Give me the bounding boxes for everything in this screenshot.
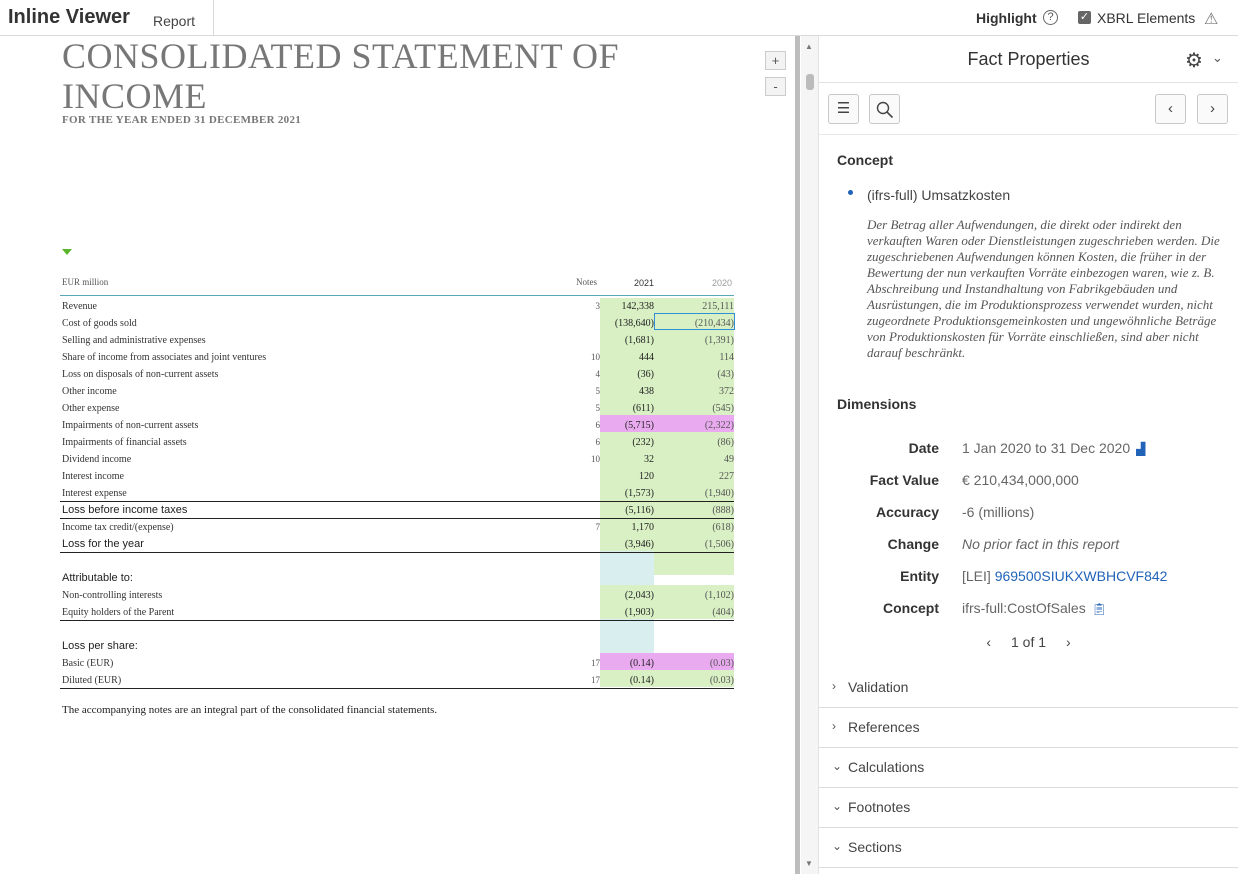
fact-2020[interactable]: (1,940) xyxy=(704,488,734,499)
row-label: Impairments of non-current assets xyxy=(62,420,199,431)
fact-2020[interactable]: 114 xyxy=(719,352,734,363)
fact-2021[interactable]: 120 xyxy=(639,471,654,482)
concept-name: (ifrs-full) Umsatzkosten xyxy=(867,187,1011,203)
pager-next-icon[interactable]: › xyxy=(1066,634,1071,650)
fact-2020[interactable]: 49 xyxy=(724,454,734,465)
table-row xyxy=(60,298,734,315)
chevron-right-icon: › xyxy=(832,679,836,693)
fact-2020[interactable]: (1,102) xyxy=(704,590,734,601)
panel-splitter[interactable] xyxy=(795,36,800,874)
chevron-down-icon: ⌄ xyxy=(832,759,843,773)
fact-2021[interactable]: (0.14) xyxy=(629,675,654,686)
fact-2020[interactable]: (0.03) xyxy=(709,675,734,686)
bullet-icon xyxy=(848,190,853,195)
statement-title xyxy=(62,36,662,116)
concept-value: ifrs-full:CostOfSales xyxy=(962,600,1086,616)
table-header-label: EUR million xyxy=(62,277,109,287)
table-row xyxy=(60,349,734,366)
panel-divider xyxy=(819,82,1238,83)
table-row xyxy=(60,570,734,587)
row-label: Loss before income taxes xyxy=(62,504,188,516)
row-label: Attributable to: xyxy=(62,572,133,584)
table-row xyxy=(60,434,734,451)
xbrl-elements-label[interactable]: XBRL Elements xyxy=(1097,10,1196,26)
fact-value: € 210,434,000,000 xyxy=(962,472,1079,488)
chevron-down-icon: ⌄ xyxy=(832,799,843,813)
fact-2020[interactable]: (0.03) xyxy=(709,658,734,669)
fact-2020[interactable]: (1,506) xyxy=(704,539,734,550)
clipboard-icon[interactable]: 📋︎ xyxy=(1091,602,1107,616)
fact-2020[interactable]: (86) xyxy=(717,437,734,448)
row-label: Dividend income xyxy=(62,454,132,465)
zoom-out-button[interactable]: - xyxy=(765,77,786,96)
row-note: 5 xyxy=(595,386,600,396)
fact-2020[interactable]: (210,434) xyxy=(694,318,734,329)
fact-2021[interactable]: (5,715) xyxy=(624,420,654,431)
row-note: 4 xyxy=(595,369,600,379)
scroll-down-icon[interactable]: ▼ xyxy=(805,859,813,868)
search-icon[interactable] xyxy=(869,94,900,124)
fact-pager xyxy=(819,634,1238,650)
row-label: Interest income xyxy=(62,471,124,482)
expand-triangle-icon[interactable] xyxy=(62,249,72,255)
accuracy-value: -6 (millions) xyxy=(962,504,1035,520)
statement-title-line2: INCOME xyxy=(62,76,207,116)
fact-2021[interactable]: 438 xyxy=(639,386,654,397)
row-note: 10 xyxy=(591,352,600,362)
row-note: 3 xyxy=(595,301,600,311)
list-icon[interactable]: ☰ xyxy=(828,94,859,124)
table-row xyxy=(60,468,734,485)
fact-2021[interactable]: (2,043) xyxy=(624,590,654,601)
fact-2021[interactable]: 1,170 xyxy=(631,522,654,533)
chevron-down-icon[interactable]: ⌄ xyxy=(1212,50,1223,65)
row-note: 6 xyxy=(595,437,600,447)
fact-2020[interactable]: (888) xyxy=(712,505,734,516)
date-value: 1 Jan 2020 to 31 Dec 2020 xyxy=(962,440,1131,456)
accordion-title: Calculations xyxy=(848,759,925,775)
date-label: Date xyxy=(908,440,939,456)
fact-2021[interactable]: (1,681) xyxy=(624,335,654,346)
toolbar-divider xyxy=(819,134,1238,135)
row-note: 10 xyxy=(591,454,600,464)
highlight-label[interactable]: Highlight xyxy=(976,10,1037,26)
row-label: Income tax credit/(expense) xyxy=(62,522,174,533)
row-note: 17 xyxy=(591,658,600,668)
chevron-right-icon: › xyxy=(832,719,836,733)
change-value: No prior fact in this report xyxy=(962,536,1120,552)
pager-text: 1 of 1 xyxy=(1010,634,1047,650)
table-row xyxy=(60,383,734,400)
fact-2020[interactable]: 215,111 xyxy=(702,301,734,312)
accordion-title: References xyxy=(848,719,920,735)
fact-2021[interactable]: (1,903) xyxy=(624,607,654,618)
table-row xyxy=(60,638,734,655)
fact-2021[interactable]: (0.14) xyxy=(629,658,654,669)
row-label: Diluted (EUR) xyxy=(62,675,122,686)
row-label: Loss on disposals of non-current assets xyxy=(62,369,219,380)
panel-title: Fact Properties xyxy=(967,49,1090,69)
fact-2021[interactable]: (138,640) xyxy=(614,318,654,329)
row-note: 5 xyxy=(595,403,600,413)
row-label: Selling and administrative expenses xyxy=(62,335,206,346)
accordion-references[interactable] xyxy=(819,708,1238,748)
row-label: Non-controlling interests xyxy=(62,590,163,601)
row-label: Interest expense xyxy=(62,488,127,499)
statement-footnote: The accompanying notes are an integral part of the consolidated financial statements. xyxy=(62,704,438,716)
selected-fact-box[interactable] xyxy=(654,313,735,330)
pager-prev-icon[interactable]: ‹ xyxy=(986,634,991,650)
fact-2021[interactable]: (36) xyxy=(637,369,654,380)
fact-2020[interactable]: (43) xyxy=(717,369,734,380)
table-row xyxy=(60,536,734,553)
entity-link[interactable]: 969500SIUKXWBHCVF842 xyxy=(994,568,1168,584)
accordion-calculations[interactable] xyxy=(819,748,1238,788)
row-label: Loss for the year xyxy=(62,538,144,550)
dimensions-heading: Dimensions xyxy=(837,396,917,412)
chevron-down-icon: ⌄ xyxy=(832,839,843,853)
app-brand: Inline Viewer xyxy=(8,6,130,28)
accuracy-label: Accuracy xyxy=(875,504,939,520)
row-label: Impairments of financial assets xyxy=(62,437,187,448)
table-row xyxy=(60,604,734,621)
xbrl-elements-checkbox[interactable]: ✓ xyxy=(1079,11,1090,23)
accordion-footnotes[interactable] xyxy=(819,788,1238,828)
scroll-up-icon[interactable]: ▲ xyxy=(805,42,813,51)
scroll-thumb[interactable] xyxy=(806,74,814,90)
chart-icon[interactable]: ▟ xyxy=(1136,442,1146,456)
header-rule xyxy=(60,295,734,296)
concept-description: Der Betrag aller Aufwendungen, die direkt oder indirekt den verkauften Waren oder Dienstleistungen zugeschrieben werden. Die zugeschriebenen Aufwendungen können Kosten, die früher in der Bewertung der nun verkauften Vorräte einbezogen waren, wie z. B. Abschreibung und Instandhaltung von Fabrikgebäuden und Ausrüstungen, die im Produktionsprozess verwendet wurden, nicht zugeordnete Produktionsgemeinkosten und ungewöhnliche Beträge von Produktionskosten für Vorräte einschließen, sind aber nicht darauf beschränkt. xyxy=(867,217,1220,360)
fact-2020[interactable]: (1,391) xyxy=(704,335,734,346)
table-row xyxy=(60,672,734,689)
entity-label: Entity xyxy=(900,568,939,584)
concept-row xyxy=(962,600,1107,616)
previous-fact-button[interactable]: ‹ xyxy=(1155,94,1186,124)
statement-title-line1: CONSOLIDATED STATEMENT OF xyxy=(62,36,619,76)
fact-2020[interactable]: 227 xyxy=(719,471,734,482)
fact-2021[interactable]: (1,573) xyxy=(624,488,654,499)
fact-value-label: Fact Value xyxy=(869,472,939,488)
fact-2021[interactable]: (3,946) xyxy=(624,539,654,550)
fact-2021[interactable]: (5,116) xyxy=(625,505,654,516)
accordion-title: Validation xyxy=(848,679,909,695)
warning-icon[interactable]: ⚠ xyxy=(1204,11,1219,28)
gear-icon[interactable]: ⚙ xyxy=(1185,50,1203,72)
fact-properties-panel xyxy=(819,36,1238,874)
entity-prefix: [LEI] xyxy=(962,568,991,584)
document-scrollbar[interactable] xyxy=(801,36,819,874)
table-row xyxy=(60,655,734,672)
fact-2020[interactable]: (2,322) xyxy=(704,420,734,431)
row-label: Equity holders of the Parent xyxy=(62,607,175,618)
fact-2020[interactable]: (545) xyxy=(712,403,734,414)
accordion-title: Footnotes xyxy=(848,799,911,815)
fact-2021[interactable]: (232) xyxy=(632,437,654,448)
row-label: Other income xyxy=(62,386,117,397)
row-label: Revenue xyxy=(62,301,97,312)
row-label: Share of income from associates and joint ventures xyxy=(62,352,267,363)
next-fact-button[interactable]: › xyxy=(1197,94,1228,124)
table-row xyxy=(60,519,734,536)
table-row xyxy=(60,400,734,417)
fact-2020[interactable]: (618) xyxy=(712,522,734,533)
table-row xyxy=(60,485,734,502)
row-note: 7 xyxy=(595,522,600,532)
row-label: Other expense xyxy=(62,403,120,414)
table-row xyxy=(60,332,734,349)
concept-heading: Concept xyxy=(837,152,893,168)
row-note: 17 xyxy=(591,675,600,685)
accordion-sections[interactable] xyxy=(819,828,1238,868)
search-icon-glyph xyxy=(876,101,894,119)
table-header-2021: 2021 xyxy=(634,278,655,288)
entity-row xyxy=(962,568,1167,584)
accordion-validation[interactable] xyxy=(819,668,1238,708)
fact-2021[interactable]: 444 xyxy=(639,352,654,363)
table-row xyxy=(60,587,734,604)
fact-2020[interactable]: (404) xyxy=(712,607,734,618)
concept-label: Concept xyxy=(883,600,939,616)
table-row xyxy=(60,502,734,519)
row-note: 6 xyxy=(595,420,600,430)
row-label: Cost of goods sold xyxy=(62,318,137,329)
accordion-title: Sections xyxy=(848,839,902,855)
row-label: Loss per share: xyxy=(62,640,138,652)
table-row xyxy=(60,451,734,468)
table-header-2020: 2020 xyxy=(712,278,733,288)
fact-2020[interactable]: 372 xyxy=(719,386,734,397)
zoom-in-button[interactable]: + xyxy=(765,51,786,70)
row-label: Basic (EUR) xyxy=(62,658,114,669)
date-value-row xyxy=(962,440,1145,456)
tab-report[interactable]: Report xyxy=(143,0,214,36)
table-row xyxy=(60,366,734,383)
table-header-notes: Notes xyxy=(576,277,597,287)
change-label: Change xyxy=(887,536,939,552)
fact-2021[interactable]: 142,338 xyxy=(621,301,654,312)
top-bar xyxy=(0,0,1238,36)
help-icon[interactable]: ? xyxy=(1043,10,1058,25)
table-row xyxy=(60,315,734,332)
table-row xyxy=(60,417,734,434)
document-viewer xyxy=(0,36,796,874)
fact-2021[interactable]: 32 xyxy=(644,454,654,465)
statement-subtitle: FOR THE YEAR ENDED 31 DECEMBER 2021 xyxy=(62,114,302,126)
fact-2021[interactable]: (611) xyxy=(632,403,654,414)
